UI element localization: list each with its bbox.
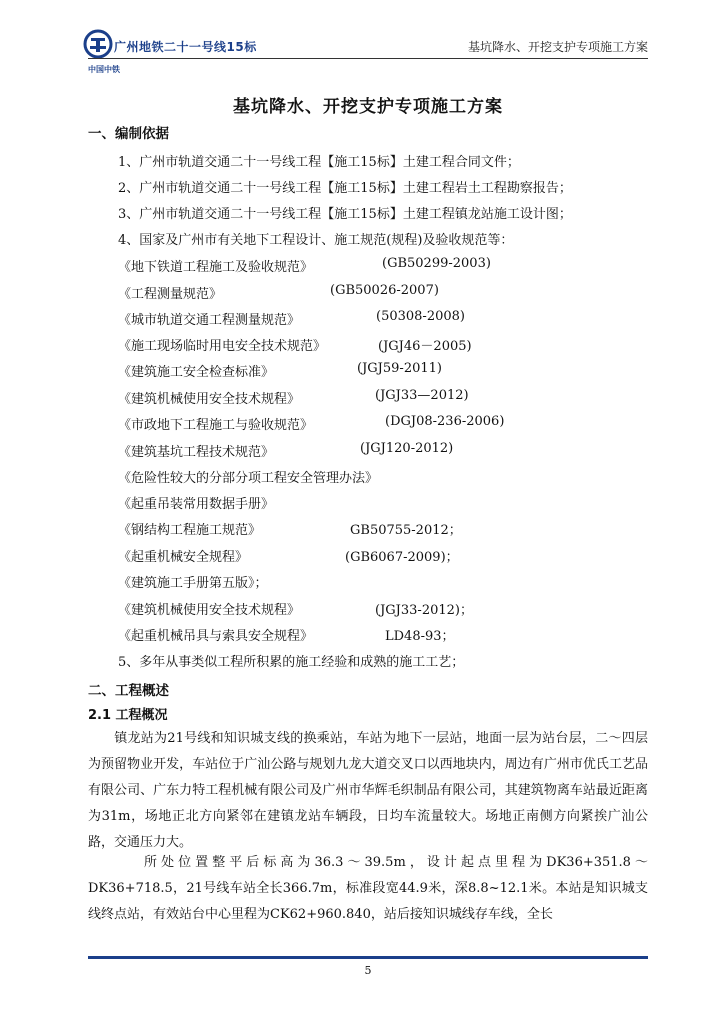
- reference-code: (JGJ120-2012): [360, 441, 454, 456]
- overview-paragraph-2: [88, 850, 648, 928]
- reference-name: 《建筑基坑工程技术规范》: [118, 445, 275, 460]
- reference-code: (JGJ33-2012)；: [375, 603, 473, 618]
- reference-name: 《起重吊装常用数据手册》: [118, 497, 275, 512]
- reference-code: (JGJ59-2011): [357, 361, 442, 376]
- reference-name: 《建筑机械使用安全技术规程》: [118, 392, 301, 407]
- basis-item-4: 4、国家及广州市有关地下工程设计、施工规范(规程)及验收规范等：: [118, 233, 514, 248]
- reference-name: 《危险性较大的分部分项工程安全管理办法》: [118, 471, 379, 486]
- reference-name: 《建筑施工安全检查标准》: [118, 365, 275, 380]
- reference-name: 《起重机械安全规程》: [118, 550, 249, 565]
- subsection-heading-overview: 2.1 工程概况: [88, 708, 168, 723]
- reference-code: (GB50299-2003): [382, 256, 491, 271]
- basis-item-2: 2、广州市轨道交通二十一号线工程【施工15标】土建工程岩土工程勘察报告；: [118, 181, 572, 196]
- reference-name: 《钢结构工程施工规范》: [118, 523, 262, 538]
- reference-name: 《建筑施工手册第五版》；: [118, 576, 268, 591]
- reference-code: (50308-2008): [376, 309, 465, 324]
- basis-item-5: 5、多年从事类似工程所积累的施工经验和成熟的施工工艺；: [118, 655, 465, 670]
- reference-code: (GB50026-2007): [330, 283, 439, 298]
- overview-paragraph-1: [88, 726, 648, 856]
- reference-code: (GB6067-2009)；: [345, 550, 459, 565]
- reference-name: 《施工现场临时用电安全技术规范》: [118, 339, 327, 354]
- overview-paragraph-1-text: 镇龙站为21号线和知识城支线的换乘站，车站为地下一层站，地面一层为站台层，二～四层为预留物业开发，车站位于广汕公路与规划九龙大道交叉口以西地块内，周边有广州市优氏工艺品有限公司、广东力特工程机械有限公司及广州市华辉毛织制品有限公司，其建筑物离车站最近距离为31m，场地正北方向紧邻在建镇龙站车辆段，日均车流量较大。场地正南侧方向紧挨广汕公路，交通压力大。: [88, 731, 648, 850]
- header-divider: [88, 58, 648, 59]
- basis-item-1: 1、广州市轨道交通二十一号线工程【施工15标】土建工程合同文件；: [118, 155, 520, 170]
- footer-divider: [88, 956, 648, 959]
- basis-item-3: 3、广州市轨道交通二十一号线工程【施工15标】土建工程镇龙站施工设计图；: [118, 207, 572, 222]
- reference-code: GB50755-2012；: [350, 523, 462, 538]
- overview-paragraph-2-text: 所处位置整平后标高为36.3～39.5m，设计起点里程为DK36+351.8～DK36+718.5，21号线车站全长366.7m，标准段宽44.9米，深8.8~12.1米。本站是知识城支线终点站，有效站台中心里程为CK62+960.840，站后接知识城线存车线，全长: [88, 855, 648, 922]
- page-number: 5: [364, 964, 372, 977]
- logo-subtitle: 中国中铁: [88, 65, 120, 74]
- section-heading-overview: 二、工程概述: [88, 683, 169, 699]
- reference-name: 《城市轨道交通工程测量规范》: [118, 313, 301, 328]
- reference-code: (DGJ08-236-2006): [385, 414, 505, 429]
- section-heading-basis: 一、编制依据: [88, 126, 169, 142]
- reference-name: 《地下铁道工程施工及验收规范》: [118, 260, 314, 275]
- reference-name: 《工程测量规范》: [118, 287, 223, 302]
- reference-name: 《市政地下工程施工与验收规范》: [118, 418, 314, 433]
- reference-code: (JGJ46－2005): [378, 339, 472, 354]
- reference-name: 《起重机械吊具与索具安全规程》: [118, 629, 314, 644]
- reference-name: 《建筑机械使用安全技术规程》: [118, 603, 301, 618]
- reference-code: LD48-93；: [385, 629, 455, 644]
- reference-code: (JGJ33—2012): [375, 388, 469, 403]
- page-header: [88, 36, 648, 60]
- document-title: 基坑降水、开挖支护专项施工方案: [233, 97, 503, 117]
- header-doc-title: 基坑降水、开挖支护专项施工方案: [467, 40, 648, 54]
- header-org-name: 广州地铁二十一号线15标: [114, 40, 257, 54]
